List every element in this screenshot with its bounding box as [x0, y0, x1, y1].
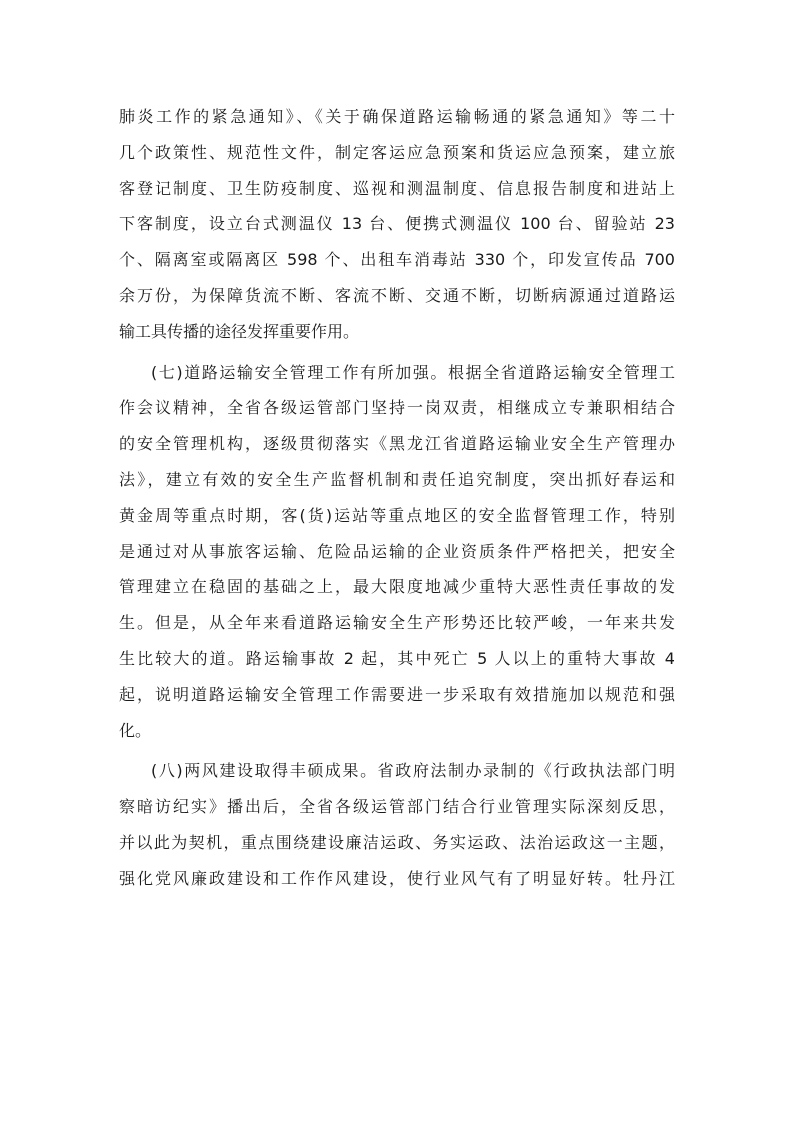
paragraph-1	[119, 99, 675, 350]
text-line: 起，说明道路运输安全管理工作需要进一步采取有效措施加以规范和强	[119, 684, 675, 704]
paragraph-2	[119, 355, 675, 749]
text-line: 并以此为契机，重点围绕建设廉洁运政、务实运政、法治运政这一主题，	[119, 832, 675, 852]
text-line: (七)道路运输安全管理工作有所加强。根据全省道路运输安全管理工	[151, 362, 675, 382]
text-line: 生。但是，从全年来看道路运输安全生产形势还比较严峻，一年来共发	[119, 613, 675, 633]
paragraph-3	[119, 753, 675, 896]
text-line: 生比较大的道。路运输事故 2 起，其中死亡 5 人以上的重特大事故 4	[119, 648, 675, 668]
text-line: 余万份，为保障货流不断、客流不断、交通不断，切断病源通过道路运	[119, 285, 675, 305]
text-line: 输工具传播的途径发挥重要作用。	[119, 321, 360, 341]
text-line: 黄金周等重点时期，客(货)运站等重点地区的安全监督管理工作，特别	[119, 505, 675, 525]
text-line: 察暗访纪实》播出后，全省各级运管部门结合行业管理实际深刻反思，	[119, 797, 675, 817]
text-line: 作会议精神，全省各级运管部门坚持一岗双责，相继成立专兼职相结合	[119, 398, 675, 418]
text-line: 的安全管理机构，逐级贯彻落实《黑龙江省道路运输业安全生产管理办	[119, 434, 675, 454]
text-line: 客登记制度、卫生防疫制度、巡视和测温制度、信息报告制度和进站上	[119, 178, 675, 198]
text-line: 法》，建立有效的安全生产监督机制和责任追究制度，突出抓好春运和	[119, 469, 675, 489]
text-line: 肺炎工作的紧急通知》、《关于确保道路运输畅通的紧急通知》等二十	[119, 107, 675, 126]
text-line: 几个政策性、规范性文件，制定客运应急预案和货运应急预案，建立旅	[119, 142, 675, 162]
text-line: 管理建立在稳固的基础之上，最大限度地减少重特大恶性责任事故的发	[119, 577, 675, 597]
text-line: 强化党风廉政建设和工作作风建设，使行业风气有了明显好转。牡丹江	[119, 868, 675, 888]
text-line: (八)两风建设取得丰硕成果。省政府法制办录制的《行政执法部门明	[151, 761, 675, 781]
document-body	[119, 99, 675, 897]
text-line: 是通过对从事旅客运输、危险品运输的企业资质条件严格把关，把安全	[119, 541, 675, 561]
text-line: 化。	[119, 720, 152, 740]
text-line: 个、隔离室或隔离区 598 个、出租车消毒站 330 个，印发宣传品 700	[119, 250, 675, 270]
text-line: 下客制度，设立台式测温仪 13 台、便携式测温仪 100 台、留验站 23	[119, 214, 675, 234]
